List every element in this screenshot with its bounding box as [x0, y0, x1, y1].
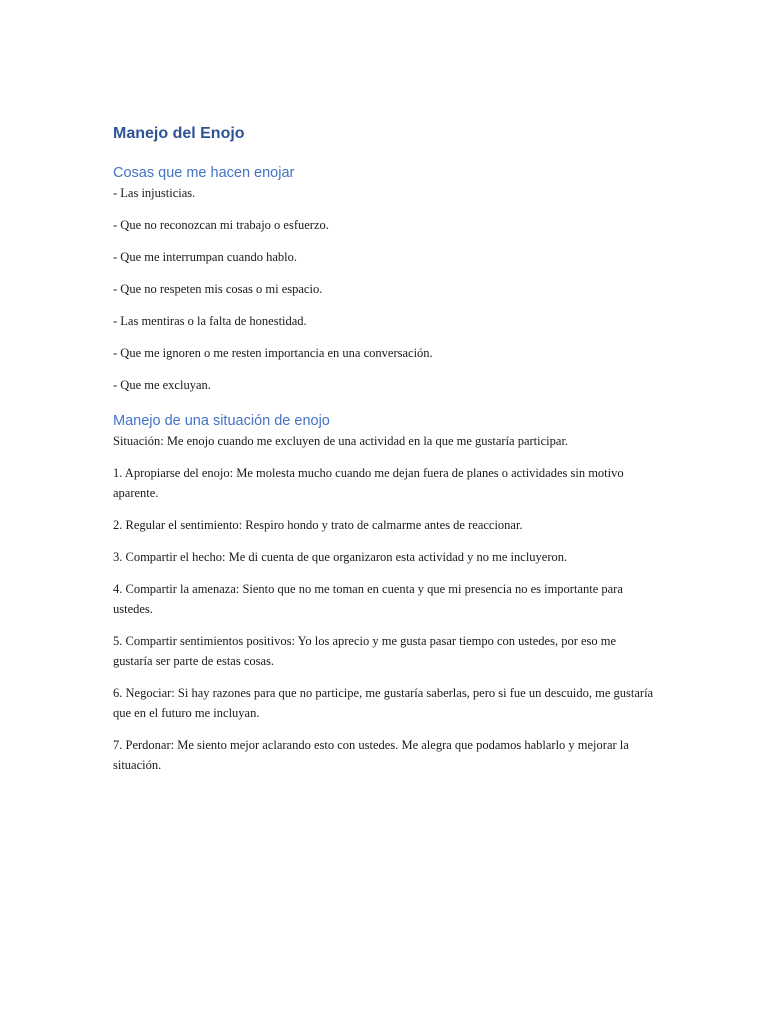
- list-item: - Las injusticias.: [113, 186, 196, 200]
- document-title: Manejo del Enojo: [113, 125, 245, 142]
- list-item: - Que me interrumpan cuando hablo.: [113, 250, 297, 264]
- section-heading-situation: Manejo de una situación de enojo: [113, 413, 330, 429]
- step-paragraph: 3. Compartir el hecho: Me di cuenta de que organizaron esta actividad y no me incluyeron.: [113, 550, 568, 564]
- situation-paragraph: Situación: Me enojo cuando me excluyen de una actividad en la que me gustaría participar.: [113, 434, 569, 448]
- list-item: - Que no respeten mis cosas o mi espacio.: [113, 282, 323, 296]
- step-paragraph: 2. Regular el sentimiento: Respiro hondo y trato de calmarme antes de reaccionar.: [113, 518, 523, 532]
- list-item: - Que me ignoren o me resten importancia en una conversación.: [113, 346, 433, 360]
- step-paragraph: 4. Compartir la amenaza: Siento que no me toman en cuenta y que mi presencia no es importante para ustedes.: [113, 582, 623, 616]
- step-paragraph: 6. Negociar: Si hay razones para que no participe, me gustaría saberlas, pero si fue un descuido, me gustaría que en el futuro me incluyan.: [113, 686, 654, 720]
- step-paragraph: 1. Apropiarse del enojo: Me molesta mucho cuando me dejan fuera de planes o actividades sin motivo aparente.: [113, 466, 624, 500]
- section-situation: [113, 411, 658, 775]
- step-paragraph: 5. Compartir sentimientos positivos: Yo los aprecio y me gusta pasar tiempo con ustedes, por eso me gustaría ser parte de estas cosas.: [113, 634, 617, 668]
- section-heading-triggers: Cosas que me hacen enojar: [113, 165, 295, 181]
- list-item: - Que me excluyan.: [113, 378, 211, 392]
- list-item: - Las mentiras o la falta de honestidad.: [113, 314, 307, 328]
- list-item: - Que no reconozcan mi trabajo o esfuerzo.: [113, 218, 329, 232]
- document-page: [113, 122, 658, 787]
- step-paragraph: 7. Perdonar: Me siento mejor aclarando esto con ustedes. Me alegra que podamos hablarlo y mejorar la situación.: [113, 738, 629, 772]
